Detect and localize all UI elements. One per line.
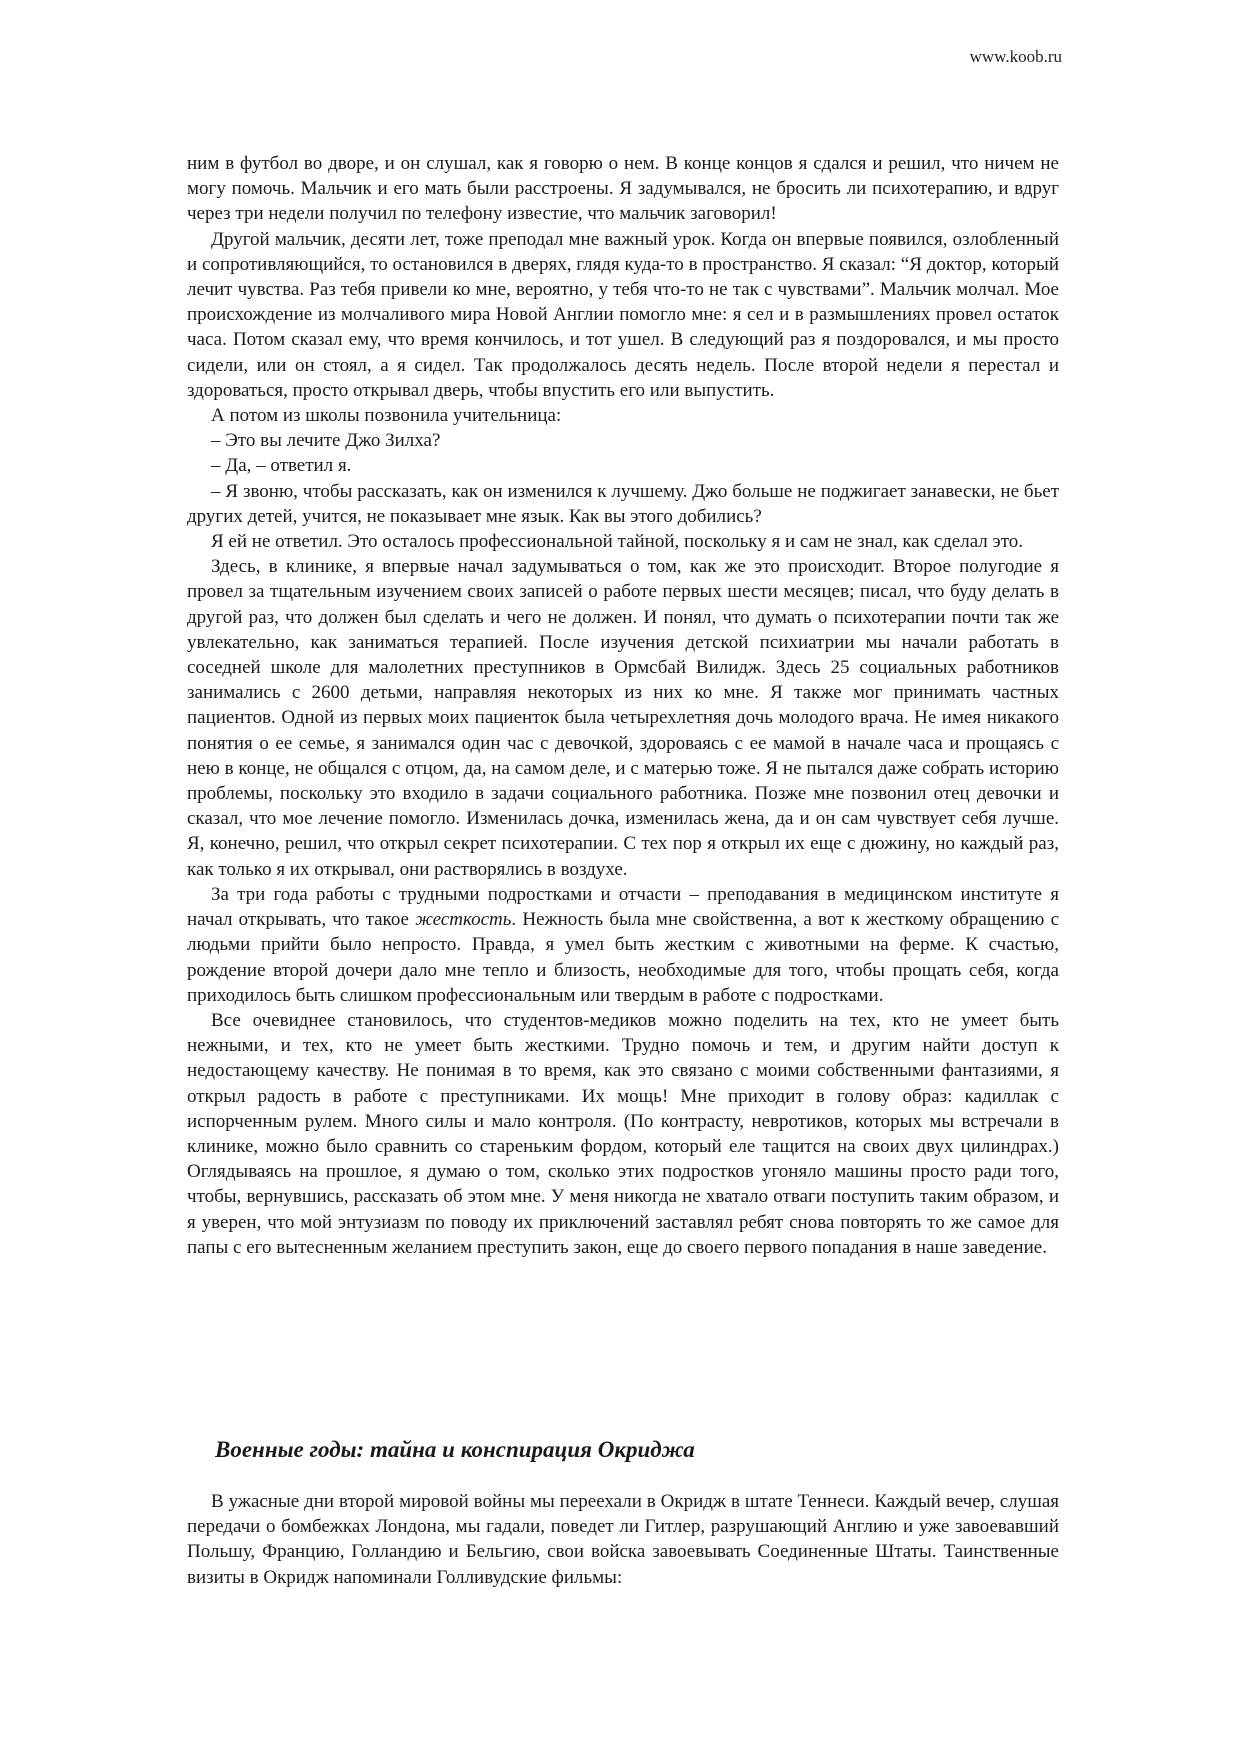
- chapter-body-text: [187, 151, 1059, 1260]
- dialog-line: – Да, – ответил я.: [211, 455, 352, 477]
- site-url-header: www.koob.ru: [969, 47, 1062, 66]
- paragraph: А потом из школы позвонила учительница:: [211, 405, 562, 427]
- paragraph: В ужасные дни второй мировой войны мы переехали в Окридж в штате Теннеси. Каждый вечер, слушая передачи о бомбежках Лондона, мы гадали, поведет ли Гитлер, разрушающий Англию и уже завоевавший Польшу, Францию, Голландию и Бельгию, свои войска завоевывать Соединенные Штаты. Таинственные визиты в Окридж напоминали Голливудские фильмы:: [187, 1491, 1059, 1588]
- paragraph: Здесь, в клинике, я впервые начал задумываться о том, как же это происходит. Второе полугодие я провел за тщательным изучением своих записей о работе первых шести месяцев; писал, что буду делать в другой раз, что должен был сделать и чего не должен. И понял, что думать о психотерапии почти так же увлекательно, как заниматься терапией. После изучения детской психиатрии мы начали работать в соседней школе для малолетних преступников в Ормсбай Вилидж. Здесь 25 социальных работников занимались с 2600 детьми, направляя некоторых из них ко мне. Я также мог принимать частных пациентов. Одной из первых моих пациенток была четырехлетняя дочь молодого врача. Не имея никакого понятия о ее семье, я занимался один час с девочкой, здороваясь с ее мамой в начале часа и прощаясь с нею в конце, не общался с отцом, да, на самом деле, и с матерью тоже. Я не пытался даже собрать историю проблемы, поскольку это входило в задачи социального работника. Позже мне позвонил отец девочки и сказал, что мое лечение помогло. Изменилась дочка, изменилась жена, да и он сам чувствует себя лучше. Я, конечно, решил, что открыл секрет психотерапии. С тех пор я открыл их еще с дюжину, но каждый раз, как только я их открывал, они растворялись в воздухе.: [187, 556, 1059, 880]
- paragraph: ним в футбол во дворе, и он слушал, как я говорю о нем. В конце концов я сдался и решил, что ничем не могу помочь. Мальчик и его мать были расстроены. Я задумывался, не бросить ли психотерапию, и вдруг через три недели получил по телефону известие, что мальчик заговорил!: [187, 153, 1059, 225]
- paragraph: Я ей не ответил. Это осталось профессиональной тайной, поскольку я и сам не знал, как сделал это.: [211, 531, 1023, 553]
- paragraph-text: За три года работы с трудными подростками и отчасти – преподавания в медицинском институте я начал открывать, что такое: [187, 883, 1059, 931]
- paragraph-text: . Нежность была мне свойственна, а вот к жесткому обращению с людьми прийти было непросто. Правда, я умел быть жестким с животными на ферме. К счастью, рождение второй дочери дало мне тепло и близость, необходимые для того, чтобы прощать себя, когда приходилось быть слишком профессиональным или твердым в работе с подростками.: [187, 909, 1059, 1006]
- dialog-line: – Это вы лечите Джо Зилха?: [211, 430, 441, 452]
- section-body-text: [187, 1489, 1059, 1590]
- paragraph: [187, 882, 1059, 1008]
- paragraph: Все очевиднее становилось, что студентов-медиков можно поделить на тех, кто не умеет быть нежными, и тех, кто не умеет быть жесткими. Трудно помочь и тем, и другим найти доступ к недостающему качеству. Не понимая в то время, как это связано с моими собственными фантазиями, я открыл радость в работе с преступниками. Их мощь! Мне приходит в голову образ: кадиллак с испорченным рулем. Много силы и мало контроля. (По контрасту, невротиков, которых мы встречали в клинике, можно было сравнить со стареньким фордом, который еле тащится на своих двух цилиндрах.) Оглядываясь на прошлое, я думаю о том, сколько этих подростков угоняло машины просто ради того, чтобы, вернувшись, рассказать об этом мне. У меня никогда не хватало отваги поступить таким образом, и я уверен, что мой энтузиазм по поводу их приключений заставлял ребят снова повторять то же самое для папы с его вытесненным желанием преступить закон, еще до своего первого попадания в наше заведение.: [187, 1009, 1059, 1258]
- emphasized-word: жесткость: [415, 909, 512, 931]
- section-heading: Военные годы: тайна и конспирация Окриджа: [215, 1437, 695, 1462]
- paragraph: Другой мальчик, десяти лет, тоже преподал мне важный урок. Когда он впервые появился, озлобленный и сопротивляющийся, то остановился в дверях, глядя куда-то в пространство. Я сказал: “Я доктор, который лечит чувства. Раз тебя привели ко мне, вероятно, у тебя что-то не так с чувствами”. Мальчик молчал. Мое происхождение из молчаливого мира Новой Англии помогло мне: я сел и в размышлениях провел остаток часа. Потом сказал ему, что время кончилось, и тот ушел. В следующий раз я поздоровался, и мы просто сидели, или он стоял, а я сидел. Так продолжалось десять недель. После второй недели я перестал и здороваться, просто открывал дверь, чтобы впустить его или выпустить.: [187, 228, 1059, 401]
- dialog-line: – Я звоню, чтобы рассказать, как он изменился к лучшему. Джо больше не поджигает занавески, не бьет других детей, учится, не показывает мне язык. Как вы этого добились?: [187, 480, 1059, 527]
